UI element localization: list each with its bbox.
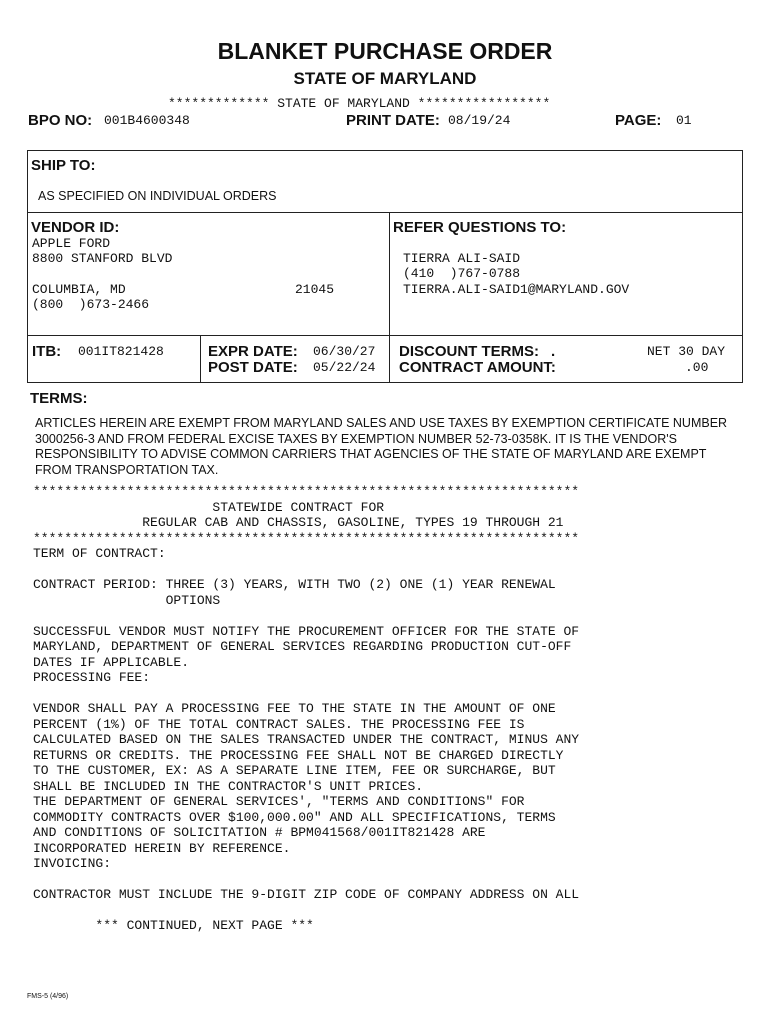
discount-net-terms: NET 30 DAY (647, 344, 726, 359)
body-line: AND CONDITIONS OF SOLICITATION # BPM041568/001IT821428 ARE (33, 825, 486, 840)
body-line: DATES IF APPLICABLE. (33, 654, 190, 670)
body-line: REGULAR CAB AND CHASSIS, GASOLINE, TYPES 19 THROUGH 21 (33, 515, 564, 530)
divider-vendor-details (27, 335, 743, 336)
body-line: CONTRACTOR MUST INCLUDE THE 9-DIGIT ZIP CODE OF COMPANY ADDRESS ON ALL (33, 887, 580, 902)
state-banner: ************* STATE OF MARYLAND ***************** (168, 96, 551, 111)
body-line: INVOICING: (33, 856, 112, 871)
terms-text: ARTICLES HEREIN ARE EXEMPT FROM MARYLAND SALES AND USE TAXES BY EXEMPTION CERTIFICATE NUMBER 3000256-3 AND FROM FEDERAL EXCISE TAXES BY EXEMPTION NUMBER 52-73-0358K. IT IS THE VENDOR'S RESPONSIBILITY TO ADVISE COMMON CARRIERS THAT AGENCIES OF THE STATE OF MARYLAND ARE EXEMPT FROM TRANSPORTATION TAX. (35, 416, 728, 477)
body-line: STATEWIDE CONTRACT FOR (33, 499, 385, 515)
body-line: SUCCESSFUL VENDOR MUST NOTIFY THE PROCUREMENT OFFICER FOR THE STATE OF (33, 623, 580, 639)
body-line: PROCESSING FEE: (33, 670, 151, 685)
contract-amount-value: .00 (685, 360, 709, 375)
vendor-address: 8800 STANFORD BLVD (32, 251, 173, 266)
vendor-phone: (800 )673-2466 (32, 297, 150, 312)
form-id: FMS-5 (4/96) (27, 993, 69, 1000)
vendor-city: COLUMBIA, MD (32, 282, 126, 297)
contact-email: TIERRA.ALI-SAID1@MARYLAND.GOV (403, 282, 630, 297)
body-line: CONTRACT PERIOD: THREE (3) YEARS, WITH TWO (2) ONE (1) YEAR RENEWAL (33, 577, 556, 592)
terms-label: TERMS: (30, 390, 88, 407)
bpo-label: BPO NO: (28, 112, 93, 129)
document-title: BLANKET PURCHASE ORDER (217, 38, 553, 64)
print-date-label: PRINT DATE: (346, 112, 440, 129)
body-line: MARYLAND, DEPARTMENT OF GENERAL SERVICES REGARDING PRODUCTION CUT-OFF (33, 639, 572, 654)
expr-date-value: 06/30/27 (313, 344, 376, 359)
vendor-zip: 21045 (295, 282, 335, 297)
document-subtitle: STATE OF MARYLAND (293, 69, 477, 88)
body-line: CALCULATED BASED ON THE SALES TRANSACTED UNDER THE CONTRACT, MINUS ANY (33, 732, 580, 747)
divider-ship-vendor (27, 212, 743, 213)
body-line: COMMODITY CONTRACTS OVER $100,000.00" AND ALL SPECIFICATIONS, TERMS (33, 809, 556, 825)
itb-label: ITB: (32, 343, 62, 360)
vendor-name: APPLE FORD (32, 236, 111, 251)
refer-questions-label: REFER QUESTIONS TO: (393, 219, 567, 236)
ship-to-label: SHIP TO: (31, 157, 96, 174)
body-line: ********************************************************************** (33, 530, 580, 546)
body-line: VENDOR SHALL PAY A PROCESSING FEE TO THE STATE IN THE AMOUNT OF ONE (33, 701, 556, 716)
body-line: OPTIONS (33, 592, 221, 608)
ship-to-value: AS SPECIFIED ON INDIVIDUAL ORDERS (38, 189, 277, 203)
body-line: RETURNS OR CREDITS. THE PROCESSING FEE SHALL NOT BE CHARGED DIRECTLY (33, 747, 564, 763)
discount-terms-value: . (551, 343, 556, 360)
divider-vendor-questions (389, 212, 390, 383)
body-line: THE DEPARTMENT OF GENERAL SERVICES', "TERMS AND CONDITIONS" FOR (33, 794, 525, 809)
post-date-label: POST DATE: (208, 359, 298, 376)
body-line: INCORPORATED HEREIN BY REFERENCE. (33, 840, 291, 856)
discount-terms-label: DISCOUNT TERMS: (399, 343, 539, 360)
contact-phone: (410 )767-0788 (403, 266, 521, 281)
page-label: PAGE: (615, 112, 662, 129)
divider-itb-dates (200, 335, 201, 383)
contact-name: TIERRA ALI-SAID (403, 251, 521, 266)
print-date-value: 08/19/24 (448, 113, 511, 128)
vendor-id-label: VENDOR ID: (31, 219, 120, 236)
expr-date-label: EXPR DATE: (208, 343, 298, 360)
bpo-number: 001B4600348 (104, 113, 190, 128)
contract-amount-label: CONTRACT AMOUNT: (399, 359, 556, 376)
body-line: ********************************************************************** (33, 484, 580, 499)
body-line: TO THE CUSTOMER, EX: AS A SEPARATE LINE ITEM, FEE OR SURCHARGE, BUT (33, 763, 556, 778)
itb-number: 001IT821428 (78, 344, 164, 359)
post-date-value: 05/22/24 (313, 360, 376, 375)
body-line: PERCENT (1%) OF THE TOTAL CONTRACT SALES. THE PROCESSING FEE IS (33, 716, 525, 732)
body-line: SHALL BE INCLUDED IN THE CONTRACTOR'S UNIT PRICES. (33, 778, 424, 794)
body-line: TERM OF CONTRACT: (33, 546, 166, 561)
page-number: 01 (676, 113, 692, 128)
body-line: *** CONTINUED, NEXT PAGE *** (33, 918, 314, 933)
